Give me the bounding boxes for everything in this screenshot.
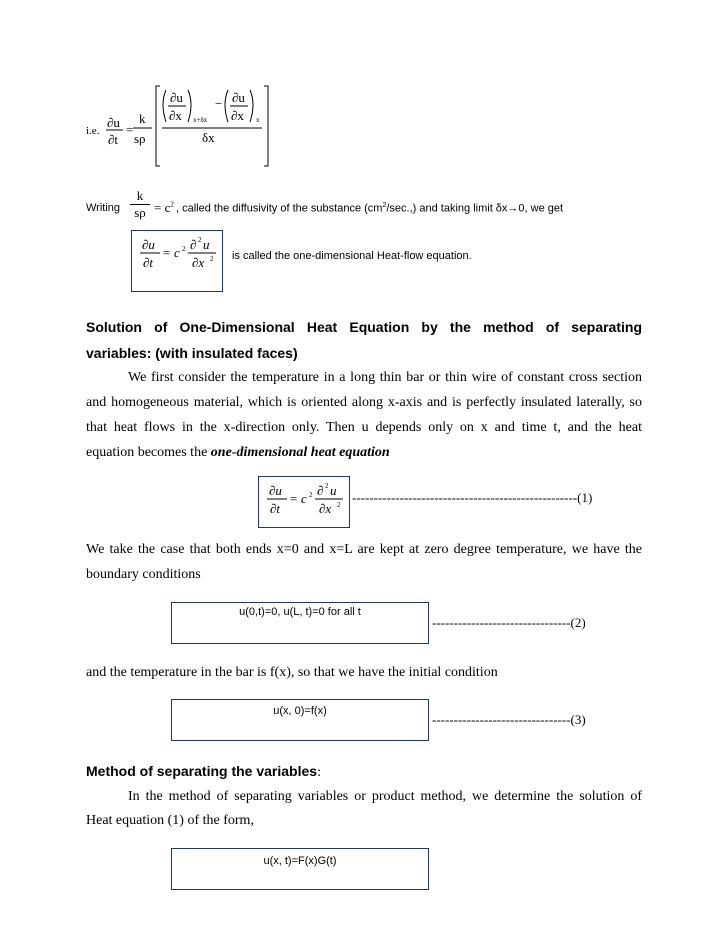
eq1-dx2: ∂x — [319, 501, 332, 516]
boundary-conditions-text: u(0,t)=0, u(L, t)=0 for all t — [239, 606, 361, 618]
section1-para-last-line — [86, 443, 642, 468]
equals-sign: = — [126, 122, 134, 137]
writing-s-rho: sρ — [134, 205, 146, 220]
section2-para-line: Heat equation (1) of the form, — [86, 813, 254, 828]
dx-term1: ∂x — [169, 108, 182, 123]
k-over-s-rho — [130, 188, 150, 221]
section1-heading-line1: Solution of One-Dimensional Heat Equation by the method of separating — [86, 319, 642, 335]
minus-sign: − — [215, 96, 223, 111]
writing-cm-squared: 2 — [382, 202, 387, 209]
equation-1-box — [258, 476, 350, 528]
subscript-x-plus-dx: x+δx — [193, 116, 208, 124]
heat-du: ∂u — [142, 237, 155, 252]
section2-heading-colon: : — [317, 765, 321, 780]
section2-heading — [86, 763, 642, 781]
initial-condition-text: u(x, 0)=f(x) — [273, 705, 327, 717]
writing-text — [176, 202, 563, 215]
section1-para-line: We first consider the temperature in a long thin bar or thin wire of constant cross section — [128, 370, 642, 385]
du-term2: ∂u — [232, 90, 245, 105]
dx-term2: ∂x — [231, 108, 244, 123]
lhs-denominator: ∂t — [108, 132, 119, 147]
s-rho-denominator: sρ — [134, 131, 146, 146]
writing-line — [86, 188, 686, 224]
eq1-eq-c: = c — [289, 491, 307, 506]
section2-para-line: In the method of separating variables or product method, we determine the solution of — [128, 789, 642, 804]
writing-prefix: Writing — [86, 202, 121, 214]
initial-condition-box — [171, 699, 429, 741]
writing-k: k — [130, 188, 150, 205]
ie-label: i.e. — [86, 125, 100, 137]
section2-paragraph — [86, 787, 642, 835]
boundary-line1: We take the case that both ends x=0 and x=L are kept at zero degree temperature, we have the — [86, 542, 642, 557]
eq1-d2u-d: ∂ — [317, 483, 324, 498]
writing-text-after: /sec.,) and taking limit δx→0, we get — [386, 202, 564, 215]
writing-text-before: , called the diffusivity of the substance (cm — [176, 202, 383, 215]
eq1-c-sup: 2 — [309, 491, 313, 499]
equation-2-tag: --------------------------------(2) — [432, 615, 586, 630]
subscript-x: x — [256, 116, 260, 124]
eq1-dx2-sup: 2 — [337, 501, 341, 509]
heat-dx2-sup: 2 — [210, 255, 214, 263]
equation-1-math — [265, 479, 355, 525]
heat-dt: ∂t — [143, 255, 154, 270]
section1-para-emphasis: one-dimensional heat equation — [210, 445, 390, 460]
eq1-d2u-sup: 2 — [325, 482, 329, 490]
delta-x-denominator: δx — [202, 130, 215, 145]
heat-d2u-d: ∂ — [190, 237, 197, 252]
heat-c-sup: 2 — [182, 245, 186, 253]
heat-equation-caption: is called the one-dimensional Heat-flow equation. — [232, 250, 472, 262]
eq1-dt: ∂t — [270, 501, 281, 516]
derivation-svg — [86, 82, 286, 172]
k-numerator: k — [139, 111, 146, 126]
boundary-conditions-box — [171, 602, 429, 644]
product-solution-box — [171, 848, 429, 890]
heat-d2u-sup: 2 — [198, 236, 202, 244]
heat-equation-math — [138, 233, 228, 279]
section1-paragraph — [86, 368, 642, 468]
heat-eq-c: = c — [162, 245, 180, 260]
section1-para-last-prefix: equation becomes the — [86, 445, 211, 460]
lhs-numerator: ∂u — [107, 115, 120, 130]
writing-eq-c — [154, 200, 174, 216]
equation-1-tag: ----------------------------------------------------(1) — [352, 490, 593, 505]
section2-heading-text: Method of separating the variables — [86, 763, 318, 779]
equation-3-tag: --------------------------------(3) — [432, 712, 586, 727]
heat-equation-box — [131, 230, 223, 292]
eq1-du: ∂u — [269, 483, 282, 498]
initial-condition-line: and the temperature in the bar is f(x), so that we have the initial condition — [86, 665, 498, 680]
section1-para-line: and homogeneous material, which is oriented along x-axis and is perfectly insulated laterally, so — [86, 395, 642, 410]
writing-eq-c-text: = c — [154, 200, 171, 215]
derivation-equation — [86, 82, 286, 172]
product-solution-text: u(x, t)=F(x)G(t) — [263, 855, 337, 867]
boundary-line2: boundary conditions — [86, 567, 201, 582]
section1-heading-line2: variables: (with insulated faces) — [86, 345, 298, 361]
heat-dx2: ∂x — [192, 255, 205, 270]
writing-c-squared: 2 — [170, 200, 174, 209]
du-term1: ∂u — [170, 90, 183, 105]
heat-d2u-u: u — [203, 237, 210, 252]
eq1-d2u-u: u — [330, 483, 337, 498]
section1-para-line: that heat flows in the x-direction only. Then u depends only on x and time t, and the heat — [86, 420, 642, 435]
